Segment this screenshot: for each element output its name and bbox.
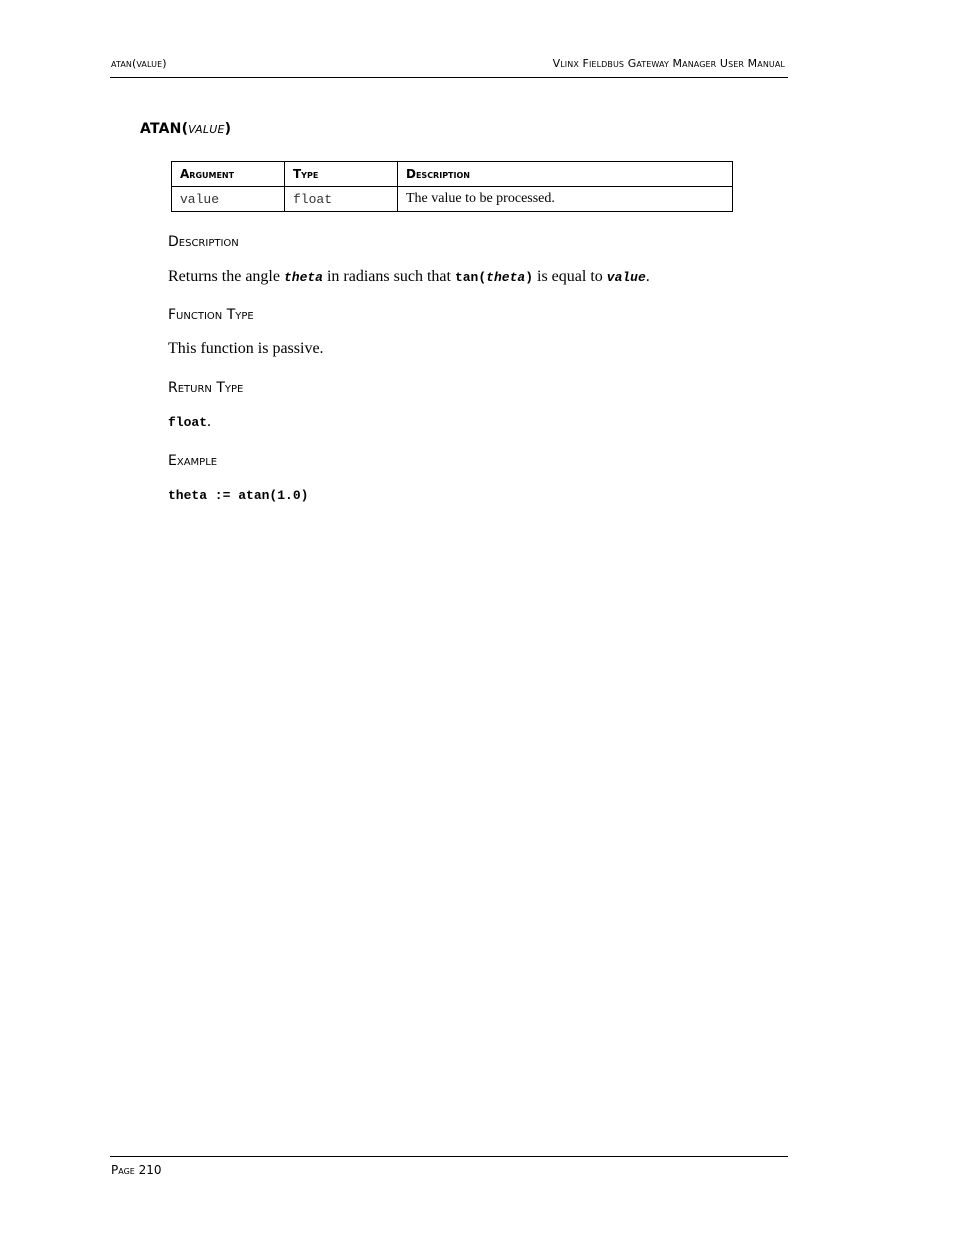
description-text-part: is equal to — [533, 268, 607, 285]
description-column-header: Description — [398, 162, 733, 187]
function-title-arg: value — [188, 119, 225, 137]
function-title-close: ) — [224, 121, 232, 137]
argument-table — [171, 161, 733, 212]
header-divider — [110, 77, 788, 78]
type-cell: float — [285, 187, 398, 212]
footer-divider — [110, 1156, 788, 1157]
description-text-part: . — [645, 268, 650, 285]
description-text-part: in radians such that — [322, 268, 455, 285]
function-type-heading: Function Type — [168, 307, 254, 323]
return-type-heading: Return Type — [168, 380, 244, 396]
header-function-name: atan(value) — [111, 57, 167, 70]
return-type-suffix: . — [207, 413, 212, 430]
table-row — [172, 187, 733, 212]
description-code-tan-arg: theta — [486, 270, 526, 285]
argument-cell: value — [172, 187, 285, 212]
return-type-code: float — [168, 415, 208, 430]
description-code-tan-close: ) — [525, 270, 533, 285]
argument-column-header: Argument — [172, 162, 285, 187]
description-code-value: value — [606, 270, 646, 285]
description-code-tan: tan( — [454, 270, 487, 285]
description-heading: Description — [168, 234, 239, 250]
description-code-theta: theta — [283, 270, 323, 285]
header-manual-title: Vlinx Fieldbus Gateway Manager User Manual — [552, 57, 785, 70]
function-title — [140, 119, 231, 137]
page-number: Page 210 — [111, 1163, 162, 1177]
function-type-text: This function is passive. — [168, 340, 324, 357]
argument-table-header-row — [172, 162, 733, 187]
function-title-name: ATAN( — [140, 121, 189, 137]
description-text — [168, 268, 650, 286]
return-type-text — [168, 413, 211, 431]
type-column-header: Type — [285, 162, 398, 187]
description-cell: The value to be processed. — [398, 187, 733, 212]
example-code: theta := atan(1.0) — [168, 488, 309, 503]
description-text-part: Returns the angle — [168, 268, 284, 285]
example-heading: Example — [168, 453, 218, 469]
